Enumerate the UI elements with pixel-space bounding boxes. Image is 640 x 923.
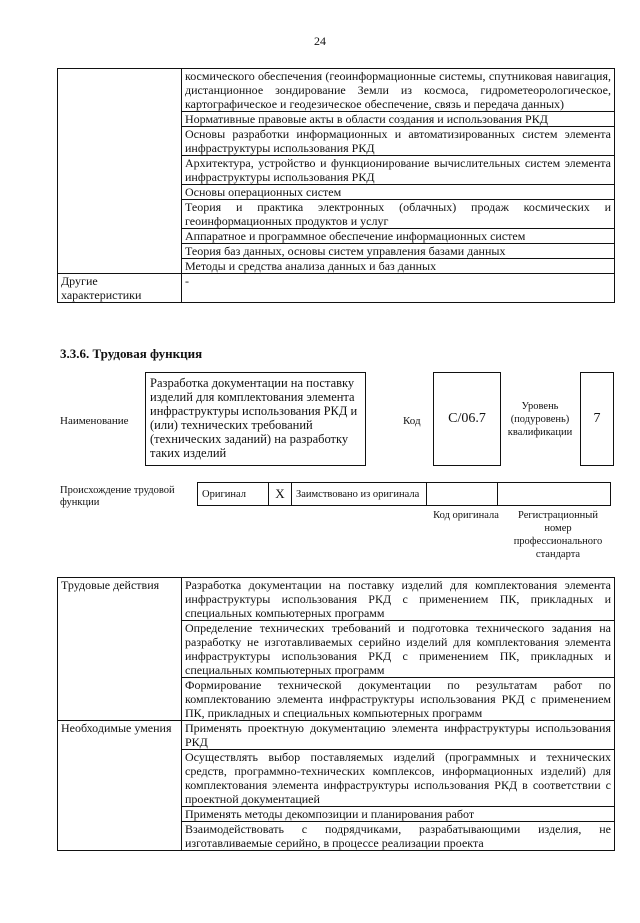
knowledge-row: Теория баз данных, основы систем управления базами данных <box>182 244 615 259</box>
section-title: 3.3.6. Трудовая функция <box>60 346 203 361</box>
labor-action-row: Формирование технической документации по результатам работ по комплектованию элемента инфраструктуры использования РКД с применением ПК, прикладных и специальных компьютерных программ <box>182 678 615 721</box>
original-mark: X <box>269 483 292 506</box>
origin-label: Происхождение трудовой функции <box>60 485 175 508</box>
code-original-cell <box>427 483 498 506</box>
knowledge-table <box>57 68 615 303</box>
skill-row: Применять проектную документацию элемента инфраструктуры использования РКД <box>182 721 615 750</box>
knowledge-label-cell <box>58 69 182 274</box>
knowledge-row: Методы и средства анализа данных и баз данных <box>182 259 615 274</box>
qualification-level-box: 7 <box>580 372 614 466</box>
origin-table <box>197 482 611 506</box>
other-characteristics-label: Другие характеристики <box>58 274 182 303</box>
knowledge-row: Архитектура, устройство и функционирование вычислительных систем элемента инфраструктуры использования РКД <box>182 156 615 185</box>
name-label: Наименование <box>60 415 129 427</box>
skills-label: Необходимые умения <box>58 721 182 851</box>
knowledge-row: Основы операционных систем <box>182 185 615 200</box>
page-number: 24 <box>314 34 326 48</box>
knowledge-row: Основы разработки информационных и автоматизированных систем элемента инфраструктуры использования РКД <box>182 127 615 156</box>
labor-action-row: Определение технических требований и подготовка технического задания на разработку не изготавливаемых серийно изделий для комплектования элемента инфраструктуры использования РКД с применением ПК, прикладных и специальных компьютерных программ <box>182 621 615 678</box>
level-label: Уровень (подуровень) квалификации <box>507 401 573 438</box>
other-characteristics-value: - <box>182 274 615 303</box>
reg-number-cell <box>498 483 611 506</box>
function-name-box: Разработка документации на поставку изделий для комплектования элемента инфраструктуры использования РКД и (или) технических требований (технических заданий) на разработку таких изделий <box>145 372 366 466</box>
function-code-box: C/06.7 <box>433 372 501 466</box>
reg-number-label: Регистрационный номер профессионального стандарта <box>513 510 603 560</box>
knowledge-row: Нормативные правовые акты в области создания и использования РКД <box>182 112 615 127</box>
code-label: Код <box>403 415 421 427</box>
code-original-label: Код оригинала <box>433 510 499 521</box>
knowledge-row: Аппаратное и программное обеспечение информационных систем <box>182 229 615 244</box>
functions-table <box>57 577 615 851</box>
skill-row: Взаимодействовать с подрядчиками, разрабатывающими изделия, не изготавливаемые серийно, в процессе реализации проекта <box>182 822 615 851</box>
original-cell: Оригинал <box>198 483 269 506</box>
knowledge-row: Теория и практика электронных (облачных) продаж космических и геоинформационных продуктов и услуг <box>182 200 615 229</box>
skill-row: Осуществлять выбор поставляемых изделий (программных и технических средств, программно-технических комплексов, информационных изделий) для комплектования элемента инфраструктуры использования РКД в соответствии с проектной документацией <box>182 750 615 807</box>
knowledge-row: космического обеспечения (геоинформационные системы, спутниковая навигация, дистанционное зондирование Земли из космоса, гидрометеорологическое, картографическое и геодезическое обеспечение, связь и передача данных) <box>182 69 615 112</box>
borrowed-cell: Заимствовано из оригинала <box>292 483 427 506</box>
labor-actions-label: Трудовые действия <box>58 578 182 721</box>
skill-row: Применять методы декомпозиции и планирования работ <box>182 807 615 822</box>
labor-action-row: Разработка документации на поставку изделий для комплектования элемента инфраструктуры использования РКД с применением ПК, прикладных и специальных компьютерных программ <box>182 578 615 621</box>
